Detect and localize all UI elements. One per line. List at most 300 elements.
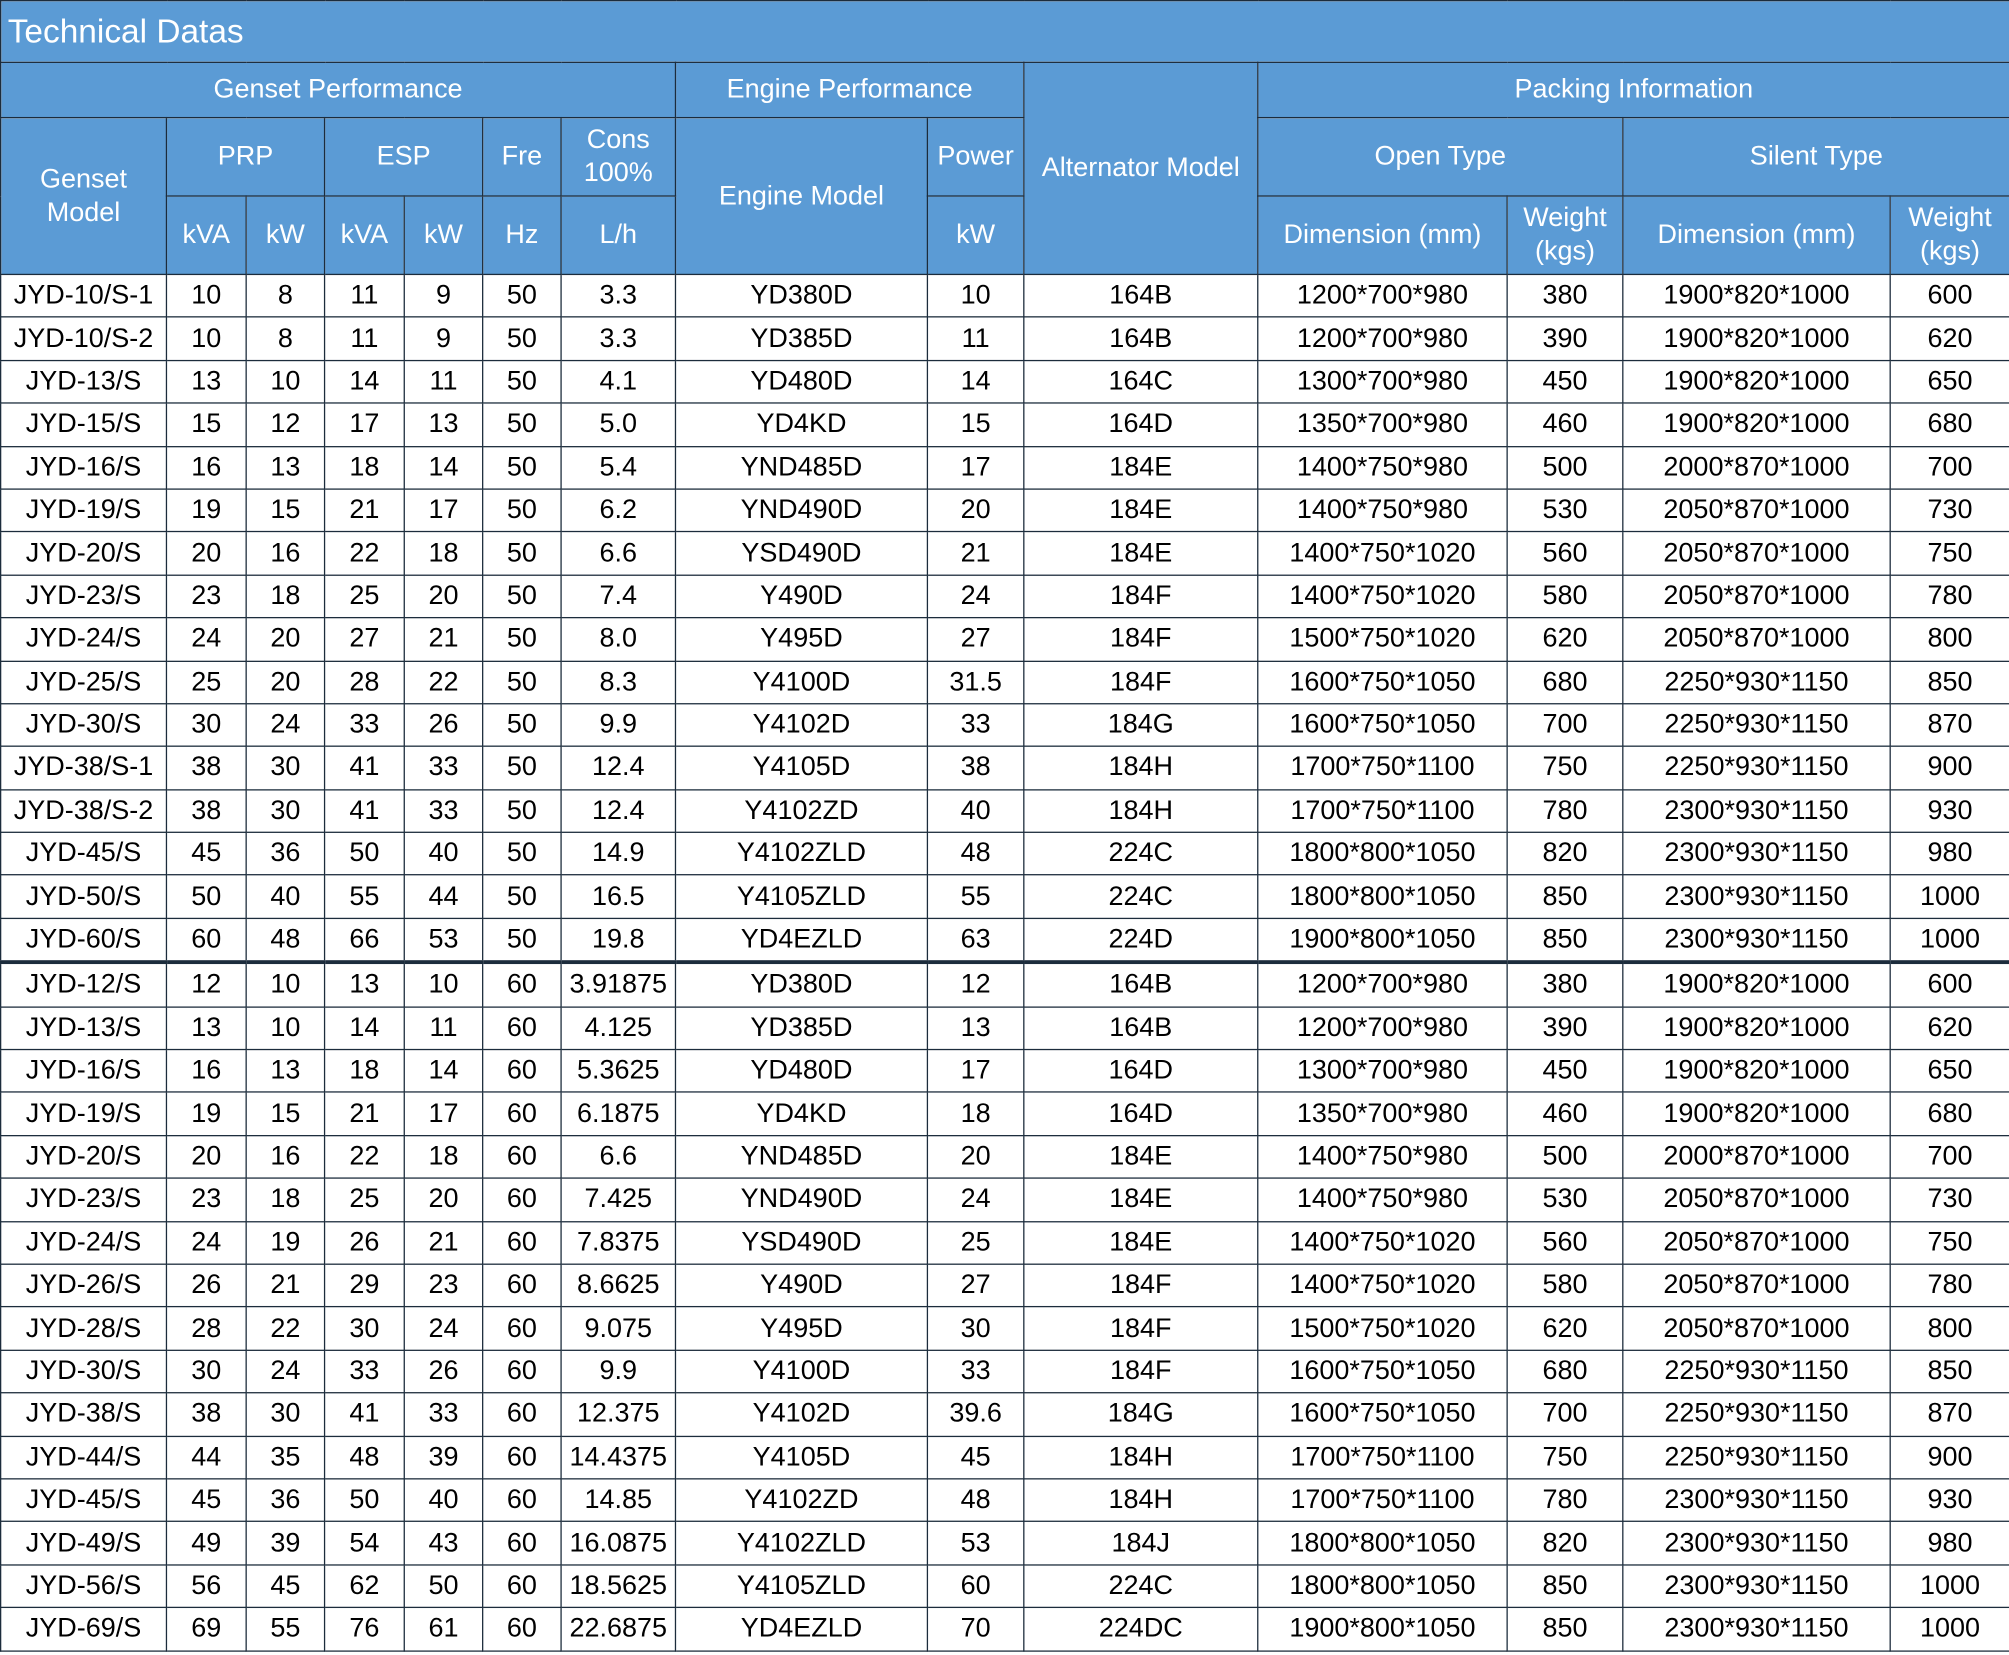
cell-esp-kw: 14 — [404, 1050, 482, 1093]
cell-esp-kw: 22 — [404, 661, 482, 704]
cell-power-kw: 30 — [927, 1307, 1023, 1350]
cell-silent-weight: 700 — [1890, 446, 2009, 489]
cell-esp-kva: 22 — [325, 532, 405, 575]
cell-esp-kva: 14 — [325, 360, 405, 403]
cell-prp-kw: 20 — [246, 618, 324, 661]
cell-esp-kw: 10 — [404, 962, 482, 1006]
cell-prp-kw: 16 — [246, 532, 324, 575]
cell-genset-model: JYD-28/S — [1, 1307, 167, 1350]
cell-engine-model: Y4102ZLD — [675, 832, 927, 875]
cell-open-dimension: 1800*800*1050 — [1258, 832, 1507, 875]
cell-esp-kva: 48 — [325, 1436, 405, 1479]
cell-power-kw: 31.5 — [927, 661, 1023, 704]
cell-esp-kva: 11 — [325, 274, 405, 317]
cell-consumption: 9.9 — [561, 704, 675, 747]
cell-open-dimension: 1600*750*1050 — [1258, 1393, 1507, 1436]
cell-silent-dimension: 1900*820*1000 — [1623, 317, 1890, 360]
cell-engine-model: YD4EZLD — [675, 918, 927, 962]
cell-prp-kva: 16 — [166, 446, 246, 489]
cell-silent-weight: 650 — [1890, 1050, 2009, 1093]
cell-esp-kw: 33 — [404, 789, 482, 832]
cell-alternator-model: 184H — [1024, 747, 1258, 790]
cell-power-kw: 15 — [927, 403, 1023, 446]
cell-genset-model: JYD-23/S — [1, 575, 167, 618]
cell-silent-dimension: 2300*930*1150 — [1623, 1479, 1890, 1522]
cell-esp-kva: 41 — [325, 789, 405, 832]
cell-prp-kw: 30 — [246, 747, 324, 790]
cell-power-kw: 25 — [927, 1221, 1023, 1264]
cell-power-kw: 55 — [927, 875, 1023, 918]
cell-silent-dimension: 1900*820*1000 — [1623, 1050, 1890, 1093]
cell-prp-kw: 8 — [246, 274, 324, 317]
cell-esp-kw: 40 — [404, 832, 482, 875]
table-row — [1, 1178, 2009, 1221]
cell-prp-kva: 49 — [166, 1522, 246, 1565]
cell-consumption: 7.8375 — [561, 1221, 675, 1264]
table-row — [1, 1264, 2009, 1307]
cell-open-weight: 620 — [1507, 1307, 1623, 1350]
cell-prp-kw: 10 — [246, 1007, 324, 1050]
cell-power-kw: 18 — [927, 1092, 1023, 1135]
cell-esp-kva: 33 — [325, 704, 405, 747]
header-genset-model: Genset Model — [1, 118, 167, 275]
cell-prp-kva: 10 — [166, 317, 246, 360]
cell-genset-model: JYD-49/S — [1, 1522, 167, 1565]
cell-consumption: 6.2 — [561, 489, 675, 532]
cell-power-kw: 33 — [927, 704, 1023, 747]
cell-open-weight: 850 — [1507, 875, 1623, 918]
cell-engine-model: YD385D — [675, 1007, 927, 1050]
cell-frequency: 50 — [483, 317, 561, 360]
cell-esp-kw: 11 — [404, 1007, 482, 1050]
header-genset-performance: Genset Performance — [1, 62, 676, 117]
cell-power-kw: 63 — [927, 918, 1023, 962]
cell-silent-weight: 850 — [1890, 661, 2009, 704]
cell-alternator-model: 184F — [1024, 1350, 1258, 1393]
header-lh: L/h — [561, 196, 675, 274]
cell-alternator-model: 184J — [1024, 1522, 1258, 1565]
cell-esp-kva: 25 — [325, 1178, 405, 1221]
cell-esp-kw: 13 — [404, 403, 482, 446]
header-alternator-model: Alternator Model — [1024, 62, 1258, 274]
cell-consumption: 3.3 — [561, 274, 675, 317]
cell-engine-model: YND490D — [675, 489, 927, 532]
cell-silent-dimension: 2300*930*1150 — [1623, 1522, 1890, 1565]
cell-power-kw: 14 — [927, 360, 1023, 403]
cell-open-weight: 820 — [1507, 832, 1623, 875]
cell-frequency: 60 — [483, 1264, 561, 1307]
cell-engine-model: YND485D — [675, 1135, 927, 1178]
cell-open-dimension: 1400*750*1020 — [1258, 1264, 1507, 1307]
cell-alternator-model: 184H — [1024, 1479, 1258, 1522]
cell-engine-model: YD4EZLD — [675, 1608, 927, 1651]
cell-genset-model: JYD-24/S — [1, 618, 167, 661]
cell-esp-kw: 39 — [404, 1436, 482, 1479]
cell-frequency: 60 — [483, 1135, 561, 1178]
cell-open-dimension: 1400*750*980 — [1258, 446, 1507, 489]
cell-esp-kw: 17 — [404, 1092, 482, 1135]
cell-consumption: 22.6875 — [561, 1608, 675, 1651]
cell-silent-dimension: 2050*870*1000 — [1623, 1178, 1890, 1221]
table-row — [1, 1522, 2009, 1565]
header-prp-kw: kW — [246, 196, 324, 274]
cell-esp-kw: 18 — [404, 532, 482, 575]
cell-alternator-model: 184H — [1024, 789, 1258, 832]
cell-prp-kva: 24 — [166, 618, 246, 661]
cell-consumption: 12.4 — [561, 747, 675, 790]
cell-silent-dimension: 2300*930*1150 — [1623, 918, 1890, 962]
header-cons: Cons 100% — [561, 118, 675, 196]
cell-prp-kva: 69 — [166, 1608, 246, 1651]
header-esp: ESP — [325, 118, 483, 196]
table-row — [1, 1007, 2009, 1050]
cell-esp-kw: 9 — [404, 274, 482, 317]
cell-open-dimension: 1300*700*980 — [1258, 360, 1507, 403]
cell-esp-kva: 18 — [325, 446, 405, 489]
cell-consumption: 6.1875 — [561, 1092, 675, 1135]
cell-silent-dimension: 2050*870*1000 — [1623, 575, 1890, 618]
cell-prp-kw: 19 — [246, 1221, 324, 1264]
cell-prp-kw: 30 — [246, 1393, 324, 1436]
cell-silent-weight: 930 — [1890, 1479, 2009, 1522]
cell-alternator-model: 184F — [1024, 1307, 1258, 1350]
cell-esp-kw: 33 — [404, 1393, 482, 1436]
cell-open-weight: 530 — [1507, 1178, 1623, 1221]
cell-open-weight: 680 — [1507, 1350, 1623, 1393]
cell-genset-model: JYD-69/S — [1, 1608, 167, 1651]
cell-open-dimension: 1700*750*1100 — [1258, 1479, 1507, 1522]
cell-consumption: 12.375 — [561, 1393, 675, 1436]
cell-silent-dimension: 2250*930*1150 — [1623, 704, 1890, 747]
cell-prp-kva: 24 — [166, 1221, 246, 1264]
cell-silent-weight: 870 — [1890, 1393, 2009, 1436]
header-prp: PRP — [166, 118, 324, 196]
table-body — [1, 274, 2009, 1650]
cell-prp-kw: 36 — [246, 1479, 324, 1522]
cell-alternator-model: 164C — [1024, 360, 1258, 403]
cell-consumption: 7.4 — [561, 575, 675, 618]
cell-silent-weight: 600 — [1890, 962, 2009, 1006]
cell-alternator-model: 184F — [1024, 618, 1258, 661]
header-open-type: Open Type — [1258, 118, 1623, 196]
table-row — [1, 1436, 2009, 1479]
cell-genset-model: JYD-38/S-2 — [1, 789, 167, 832]
cell-alternator-model: 184G — [1024, 704, 1258, 747]
cell-engine-model: YSD490D — [675, 1221, 927, 1264]
cell-open-dimension: 1200*700*980 — [1258, 962, 1507, 1006]
cell-prp-kw: 40 — [246, 875, 324, 918]
cell-open-dimension: 1200*700*980 — [1258, 1007, 1507, 1050]
cell-prp-kva: 20 — [166, 1135, 246, 1178]
cell-engine-model: YD380D — [675, 962, 927, 1006]
cell-consumption: 9.075 — [561, 1307, 675, 1350]
cell-prp-kw: 12 — [246, 403, 324, 446]
cell-open-weight: 700 — [1507, 1393, 1623, 1436]
cell-open-dimension: 1800*800*1050 — [1258, 875, 1507, 918]
cell-power-kw: 17 — [927, 446, 1023, 489]
cell-open-dimension: 1900*800*1050 — [1258, 918, 1507, 962]
cell-silent-dimension: 2050*870*1000 — [1623, 1307, 1890, 1350]
cell-alternator-model: 184E — [1024, 1221, 1258, 1264]
cell-engine-model: Y495D — [675, 1307, 927, 1350]
cell-engine-model: Y4102ZLD — [675, 1522, 927, 1565]
cell-esp-kva: 66 — [325, 918, 405, 962]
cell-esp-kva: 28 — [325, 661, 405, 704]
cell-consumption: 19.8 — [561, 918, 675, 962]
cell-alternator-model: 184F — [1024, 661, 1258, 704]
table-row — [1, 403, 2009, 446]
cell-open-weight: 560 — [1507, 1221, 1623, 1264]
cell-silent-dimension: 2300*930*1150 — [1623, 832, 1890, 875]
cell-esp-kva: 13 — [325, 962, 405, 1006]
cell-prp-kw: 16 — [246, 1135, 324, 1178]
cell-frequency: 50 — [483, 661, 561, 704]
cell-open-dimension: 1700*750*1100 — [1258, 789, 1507, 832]
cell-silent-weight: 780 — [1890, 575, 2009, 618]
table-row — [1, 918, 2009, 962]
cell-silent-weight: 980 — [1890, 1522, 2009, 1565]
cell-frequency: 60 — [483, 1221, 561, 1264]
cell-genset-model: JYD-16/S — [1, 1050, 167, 1093]
cell-esp-kw: 33 — [404, 747, 482, 790]
table-row — [1, 1221, 2009, 1264]
cell-silent-weight: 680 — [1890, 403, 2009, 446]
cell-alternator-model: 164B — [1024, 1007, 1258, 1050]
cell-alternator-model: 164B — [1024, 962, 1258, 1006]
cell-consumption: 14.9 — [561, 832, 675, 875]
header-packing-information: Packing Information — [1258, 62, 2009, 117]
cell-esp-kva: 62 — [325, 1565, 405, 1608]
cell-prp-kva: 23 — [166, 575, 246, 618]
table-row — [1, 360, 2009, 403]
cell-esp-kw: 20 — [404, 575, 482, 618]
table-title: Technical Datas — [1, 1, 2009, 63]
cell-prp-kw: 55 — [246, 1608, 324, 1651]
cell-genset-model: JYD-13/S — [1, 1007, 167, 1050]
cell-prp-kw: 45 — [246, 1565, 324, 1608]
header-prp-kva: kVA — [166, 196, 246, 274]
cell-engine-model: YD4KD — [675, 403, 927, 446]
cell-silent-dimension: 2300*930*1150 — [1623, 1608, 1890, 1651]
cell-esp-kw: 23 — [404, 1264, 482, 1307]
cell-silent-dimension: 2250*930*1150 — [1623, 1436, 1890, 1479]
cell-esp-kva: 41 — [325, 1393, 405, 1436]
table-row — [1, 832, 2009, 875]
table-row — [1, 532, 2009, 575]
cell-frequency: 60 — [483, 1608, 561, 1651]
cell-prp-kva: 45 — [166, 1479, 246, 1522]
cell-esp-kva: 17 — [325, 403, 405, 446]
cell-frequency: 50 — [483, 875, 561, 918]
cell-silent-dimension: 1900*820*1000 — [1623, 1007, 1890, 1050]
cell-open-dimension: 1350*700*980 — [1258, 403, 1507, 446]
cell-alternator-model: 184E — [1024, 446, 1258, 489]
cell-silent-weight: 930 — [1890, 789, 2009, 832]
cell-frequency: 60 — [483, 962, 561, 1006]
cell-prp-kva: 50 — [166, 875, 246, 918]
cell-frequency: 50 — [483, 532, 561, 575]
cell-open-weight: 530 — [1507, 489, 1623, 532]
cell-power-kw: 20 — [927, 1135, 1023, 1178]
cell-consumption: 9.9 — [561, 1350, 675, 1393]
table-row — [1, 274, 2009, 317]
cell-silent-weight: 900 — [1890, 1436, 2009, 1479]
cell-engine-model: Y4105ZLD — [675, 875, 927, 918]
cell-alternator-model: 184F — [1024, 575, 1258, 618]
cell-prp-kva: 12 — [166, 962, 246, 1006]
cell-frequency: 60 — [483, 1307, 561, 1350]
cell-open-weight: 390 — [1507, 317, 1623, 360]
cell-esp-kva: 25 — [325, 575, 405, 618]
cell-alternator-model: 184E — [1024, 489, 1258, 532]
cell-frequency: 50 — [483, 274, 561, 317]
cell-prp-kw: 15 — [246, 1092, 324, 1135]
cell-esp-kw: 24 — [404, 1307, 482, 1350]
cell-genset-model: JYD-45/S — [1, 1479, 167, 1522]
cell-silent-weight: 1000 — [1890, 1608, 2009, 1651]
cell-consumption: 5.4 — [561, 446, 675, 489]
cell-genset-model: JYD-15/S — [1, 403, 167, 446]
cell-esp-kva: 54 — [325, 1522, 405, 1565]
cell-frequency: 50 — [483, 789, 561, 832]
table-row — [1, 1393, 2009, 1436]
cell-prp-kva: 23 — [166, 1178, 246, 1221]
table-row — [1, 1307, 2009, 1350]
cell-consumption: 18.5625 — [561, 1565, 675, 1608]
cell-open-weight: 780 — [1507, 1479, 1623, 1522]
cell-power-kw: 38 — [927, 747, 1023, 790]
header-esp-kw: kW — [404, 196, 482, 274]
cell-open-weight: 500 — [1507, 1135, 1623, 1178]
cell-prp-kw: 10 — [246, 360, 324, 403]
cell-esp-kw: 18 — [404, 1135, 482, 1178]
cell-esp-kw: 21 — [404, 618, 482, 661]
cell-esp-kw: 14 — [404, 446, 482, 489]
cell-genset-model: JYD-50/S — [1, 875, 167, 918]
cell-frequency: 60 — [483, 1050, 561, 1093]
cell-open-weight: 780 — [1507, 789, 1623, 832]
cell-silent-weight: 700 — [1890, 1135, 2009, 1178]
cell-prp-kva: 19 — [166, 1092, 246, 1135]
cell-open-weight: 450 — [1507, 1050, 1623, 1093]
cell-prp-kva: 26 — [166, 1264, 246, 1307]
cell-engine-model: Y4102D — [675, 704, 927, 747]
cell-power-kw: 48 — [927, 1479, 1023, 1522]
cell-esp-kw: 26 — [404, 704, 482, 747]
cell-open-weight: 580 — [1507, 1264, 1623, 1307]
cell-power-kw: 45 — [927, 1436, 1023, 1479]
cell-silent-weight: 680 — [1890, 1092, 2009, 1135]
header-fre: Fre — [483, 118, 561, 196]
cell-consumption: 7.425 — [561, 1178, 675, 1221]
cell-open-weight: 560 — [1507, 532, 1623, 575]
cell-engine-model: YD480D — [675, 1050, 927, 1093]
cell-alternator-model: 224C — [1024, 875, 1258, 918]
cell-prp-kva: 30 — [166, 1350, 246, 1393]
table-row — [1, 1092, 2009, 1135]
cell-silent-dimension: 1900*820*1000 — [1623, 1092, 1890, 1135]
cell-open-dimension: 1700*750*1100 — [1258, 1436, 1507, 1479]
table-row — [1, 747, 2009, 790]
cell-engine-model: Y490D — [675, 1264, 927, 1307]
cell-consumption: 8.6625 — [561, 1264, 675, 1307]
cell-genset-model: JYD-26/S — [1, 1264, 167, 1307]
cell-engine-model: Y495D — [675, 618, 927, 661]
table-row — [1, 704, 2009, 747]
cell-prp-kva: 30 — [166, 704, 246, 747]
cell-esp-kva: 21 — [325, 1092, 405, 1135]
cell-silent-dimension: 1900*820*1000 — [1623, 274, 1890, 317]
cell-prp-kw: 20 — [246, 661, 324, 704]
cell-frequency: 50 — [483, 446, 561, 489]
cell-esp-kva: 30 — [325, 1307, 405, 1350]
cell-consumption: 14.4375 — [561, 1436, 675, 1479]
header-open-weight: Weight (kgs) — [1507, 196, 1623, 274]
cell-consumption: 5.0 — [561, 403, 675, 446]
cell-frequency: 50 — [483, 704, 561, 747]
cell-silent-weight: 870 — [1890, 704, 2009, 747]
cell-silent-dimension: 2000*870*1000 — [1623, 446, 1890, 489]
cell-open-weight: 500 — [1507, 446, 1623, 489]
cell-consumption: 8.0 — [561, 618, 675, 661]
cell-silent-weight: 620 — [1890, 1007, 2009, 1050]
cell-genset-model: JYD-13/S — [1, 360, 167, 403]
cell-prp-kw: 39 — [246, 1522, 324, 1565]
cell-silent-weight: 620 — [1890, 317, 2009, 360]
cell-alternator-model: 184G — [1024, 1393, 1258, 1436]
cell-prp-kva: 13 — [166, 1007, 246, 1050]
cell-esp-kw: 61 — [404, 1608, 482, 1651]
cell-prp-kw: 30 — [246, 789, 324, 832]
cell-esp-kva: 21 — [325, 489, 405, 532]
cell-silent-dimension: 2000*870*1000 — [1623, 1135, 1890, 1178]
cell-frequency: 50 — [483, 360, 561, 403]
cell-prp-kw: 18 — [246, 575, 324, 618]
cell-open-dimension: 1400*750*980 — [1258, 1178, 1507, 1221]
cell-alternator-model: 184E — [1024, 1178, 1258, 1221]
cell-consumption: 12.4 — [561, 789, 675, 832]
cell-engine-model: YND485D — [675, 446, 927, 489]
cell-silent-weight: 900 — [1890, 747, 2009, 790]
cell-engine-model: YD4KD — [675, 1092, 927, 1135]
cell-consumption: 4.125 — [561, 1007, 675, 1050]
cell-silent-dimension: 2250*930*1150 — [1623, 1350, 1890, 1393]
cell-open-dimension: 1400*750*980 — [1258, 1135, 1507, 1178]
cell-engine-model: Y4105D — [675, 747, 927, 790]
cell-frequency: 50 — [483, 747, 561, 790]
cell-power-kw: 33 — [927, 1350, 1023, 1393]
cell-silent-weight: 980 — [1890, 832, 2009, 875]
cell-frequency: 50 — [483, 832, 561, 875]
table-row — [1, 489, 2009, 532]
cell-esp-kw: 20 — [404, 1178, 482, 1221]
cell-open-dimension: 1200*700*980 — [1258, 274, 1507, 317]
table-row — [1, 962, 2009, 1006]
cell-genset-model: JYD-30/S — [1, 704, 167, 747]
cell-engine-model: YND490D — [675, 1178, 927, 1221]
header-esp-kva: kVA — [325, 196, 405, 274]
cell-open-dimension: 1300*700*980 — [1258, 1050, 1507, 1093]
cell-silent-weight: 750 — [1890, 1221, 2009, 1264]
cell-esp-kw: 44 — [404, 875, 482, 918]
cell-power-kw: 60 — [927, 1565, 1023, 1608]
cell-silent-dimension: 2050*870*1000 — [1623, 618, 1890, 661]
header-engine-performance: Engine Performance — [675, 62, 1023, 117]
cell-prp-kva: 45 — [166, 832, 246, 875]
table-row — [1, 317, 2009, 360]
cell-open-dimension: 1600*750*1050 — [1258, 661, 1507, 704]
cell-open-weight: 750 — [1507, 1436, 1623, 1479]
